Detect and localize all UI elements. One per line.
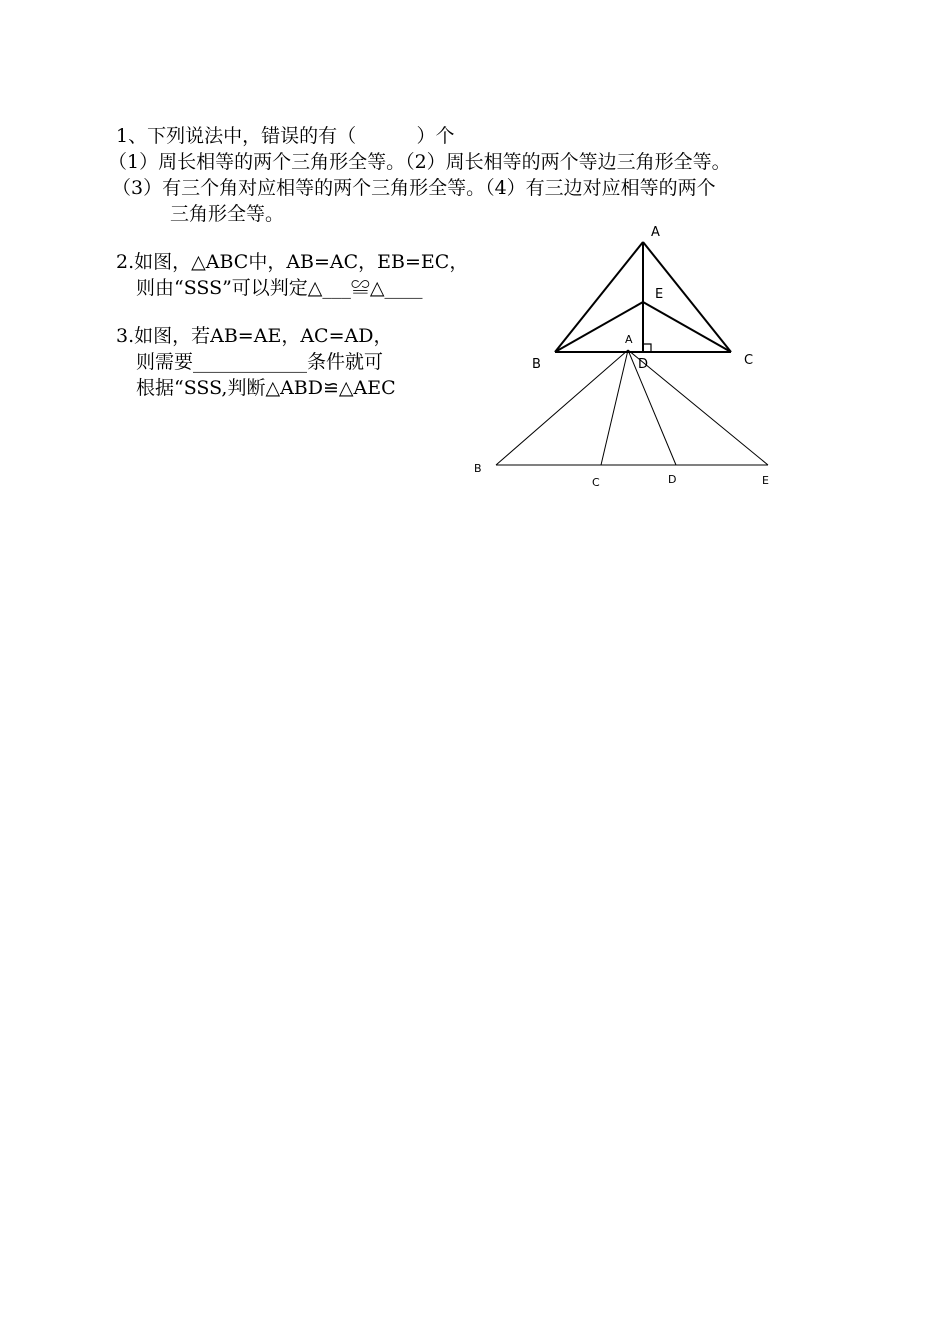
- right-angle-mark: [643, 344, 651, 352]
- segment-ac-2: [601, 350, 628, 465]
- q2-line2: 则由“SSS”可以判定△___≌△____: [136, 277, 423, 299]
- fig1-label-c: C: [744, 353, 754, 368]
- fig2-label-c: C: [592, 476, 600, 489]
- segment-ab-2: [496, 350, 628, 465]
- q1-option-line1: （1）周长相等的两个三角形全等。（2）周长相等的两个等边三角形全等。: [108, 151, 731, 173]
- fig2-label-d: D: [668, 473, 677, 486]
- fig1-label-a: A: [651, 225, 660, 240]
- fig2-label-b: B: [474, 462, 482, 475]
- q3-line2: 则需要____________条件就可: [136, 351, 384, 373]
- q1-option-line2: （3）有三个角对应相等的两个三角形全等。（4）有三边对应相等的两个: [112, 177, 716, 199]
- q2-line1: 2.如图，△ABC中，AB=AC，EB=EC，: [116, 251, 469, 273]
- fig2-label-e: E: [762, 474, 769, 487]
- fig1-label-d: D: [638, 357, 649, 372]
- q3-line1: 3.如图，若AB=AE，AC=AD，: [116, 325, 393, 347]
- q1-stem: 1、下列说法中，错误的有（ ）个: [116, 125, 455, 147]
- fig2-label-a: A: [625, 333, 633, 346]
- fig1-label-e: E: [655, 287, 664, 302]
- q3-line3: 根据“SSS,判断△ABD≌△AEC: [136, 377, 396, 399]
- fig1-label-b: B: [532, 357, 541, 372]
- segment-ec: [643, 302, 731, 352]
- q1-option-line3: 三角形全等。: [170, 203, 285, 225]
- segment-ad-2: [628, 350, 676, 465]
- figure1-lines: [555, 242, 731, 352]
